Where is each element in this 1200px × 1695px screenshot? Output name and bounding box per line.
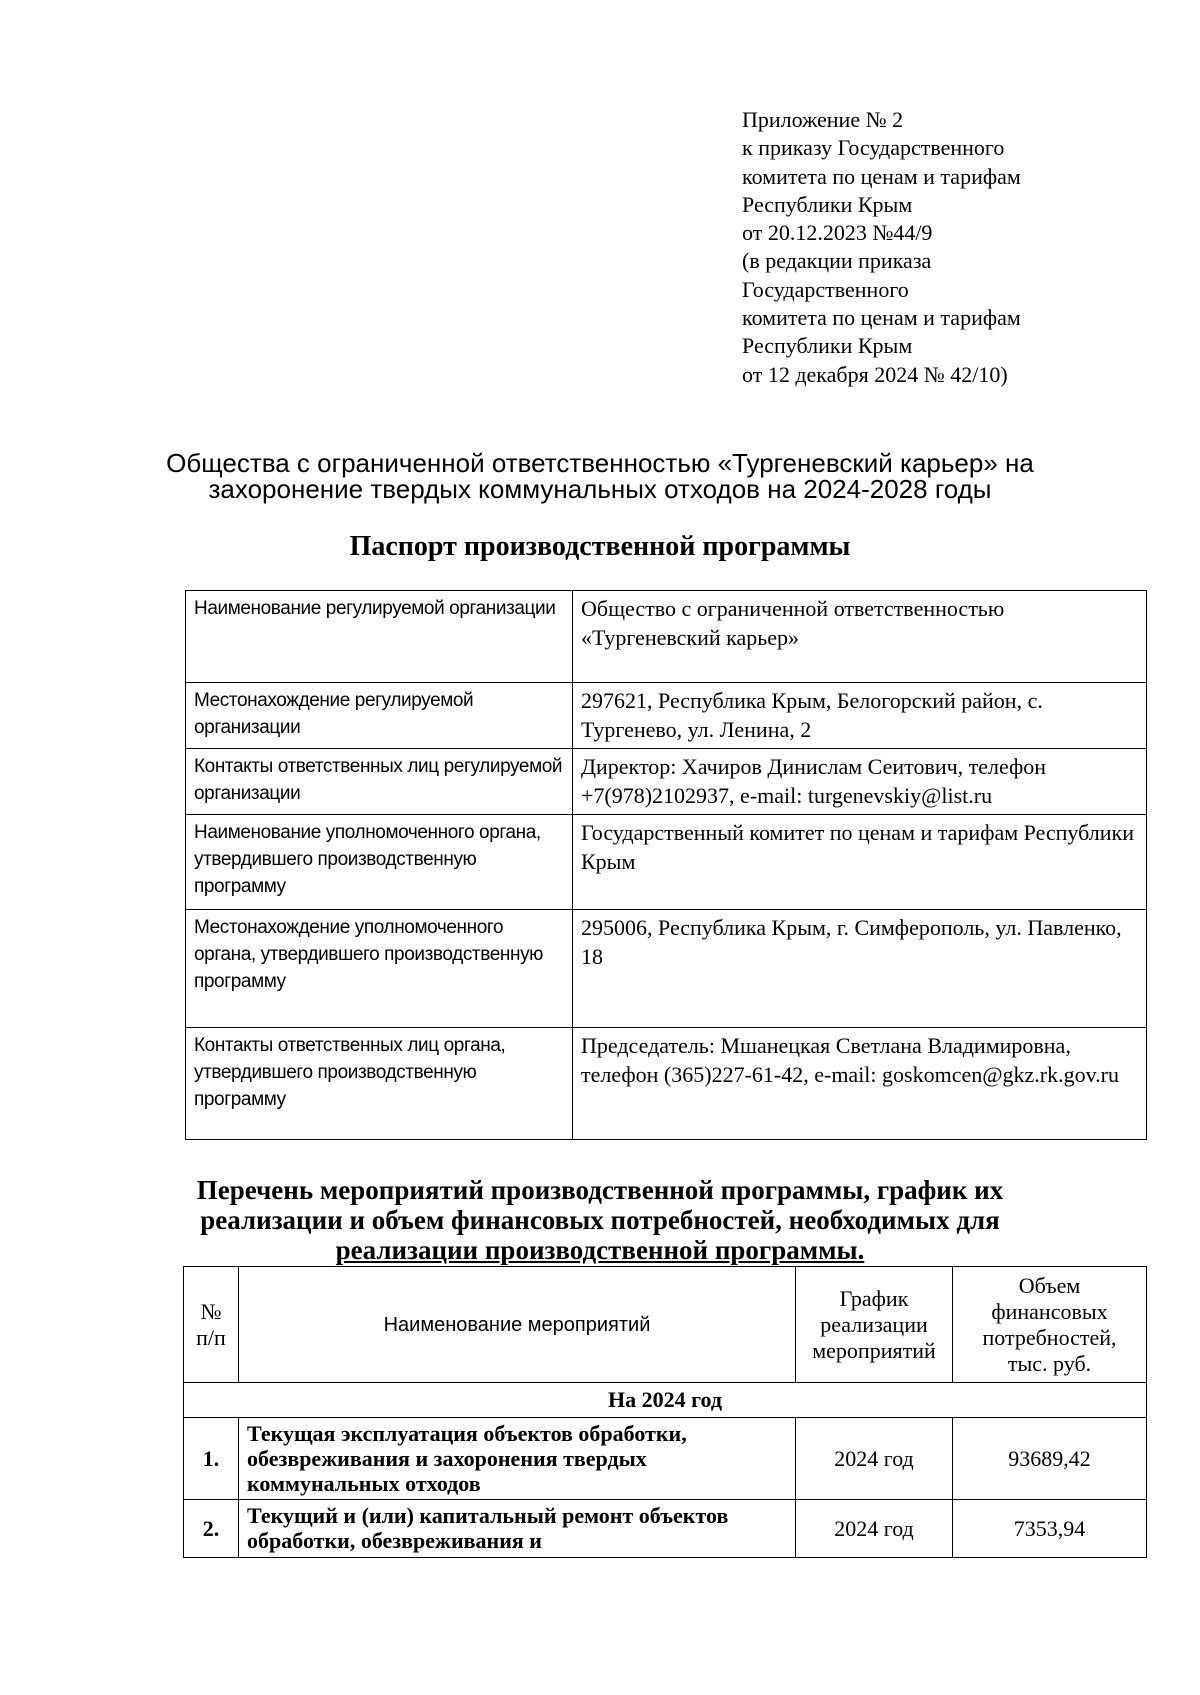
column-header-schedule: График реализации мероприятий	[796, 1267, 953, 1383]
passport-label: Контакты ответственных лиц регулируемой организации	[186, 749, 573, 815]
appendix-line: Государственного	[742, 276, 909, 302]
passport-value: Государственный комитет по ценам и тарифам Республики Крым	[573, 815, 1147, 910]
appendix-line: комитета по ценам и тарифам	[742, 305, 1021, 331]
passport-label: Контакты ответственных лиц органа, утвердившего производственную программу	[186, 1028, 573, 1140]
passport-value: 297621, Республика Крым, Белогорский район, с. Тургенево, ул. Ленина, 2	[573, 683, 1147, 749]
year-label: На 2024 год	[184, 1383, 1147, 1418]
organization-title-line: захоронение твердых коммунальных отходов на 2024-2028 годы	[208, 474, 992, 504]
event-name: Текущий и (или) капитальный ремонт объектов обработки, обезвреживания и	[239, 1500, 796, 1558]
appendix-line: комитета по ценам и тарифам	[742, 163, 1021, 189]
table-row	[186, 910, 1147, 1028]
appendix-line: от 12 декабря 2024 № 42/10)	[742, 361, 1008, 387]
table-row	[186, 749, 1147, 815]
appendix-line: Приложение № 2	[742, 107, 904, 132]
appendix-line: к приказу Государственного	[742, 135, 1005, 161]
appendix-line: Республики Крым	[742, 191, 913, 217]
table-row	[184, 1418, 1147, 1500]
organization-title-line: Общества с ограниченной ответственностью «Тургеневский карьер» на	[166, 448, 1034, 478]
events-heading-line: реализации производственной программы.	[335, 1235, 865, 1265]
passport-value: Председатель: Мшанецкая Светлана Владимировна, телефон (365)227-61-42, e-mail: goskomcen@gkz.rk.gov.ru	[573, 1028, 1147, 1140]
events-table	[183, 1266, 1147, 1558]
passport-value: 295006, Республика Крым, г. Симферополь, ул. Павленко, 18	[573, 910, 1147, 1028]
event-number: 2.	[184, 1500, 239, 1558]
table-row	[186, 815, 1147, 910]
column-header-name: Наименование мероприятий	[239, 1267, 796, 1383]
passport-value: Директор: Хачиров Динислам Сеитович, телефон +7(978)2102937, e-mail: turgenevskiy@list.ru	[573, 749, 1147, 815]
passport-heading: Паспорт производственной программы	[349, 531, 851, 562]
table-row	[186, 683, 1147, 749]
event-number: 1.	[184, 1418, 239, 1500]
event-amount: 93689,42	[953, 1418, 1147, 1500]
passport-label: Наименование регулируемой организации	[186, 591, 573, 683]
column-header-num: № п/п	[184, 1267, 239, 1383]
column-header-amount: Объем финансовых потребностей, тыс. руб.	[953, 1267, 1147, 1383]
organization-title	[160, 450, 1040, 502]
passport-label: Местонахождение уполномоченного органа, утвердившего производственную программу	[186, 910, 573, 1028]
events-heading-line: Перечень мероприятий производственной программы, график их	[196, 1175, 1004, 1205]
passport-label: Местонахождение регулируемой организации	[186, 683, 573, 749]
passport-value: Общество с ограниченной ответственностью «Тургеневский карьер»	[573, 591, 1147, 683]
appendix-block	[742, 106, 1162, 389]
events-heading-line: реализации и объем финансовых потребностей, необходимых для	[200, 1205, 1000, 1235]
event-amount: 7353,94	[953, 1500, 1147, 1558]
events-heading	[0, 1175, 1200, 1265]
year-row	[184, 1383, 1147, 1418]
event-schedule: 2024 год	[796, 1500, 953, 1558]
table-header-row	[184, 1267, 1147, 1383]
appendix-line: (в редакции приказа	[742, 248, 932, 274]
table-row	[184, 1500, 1147, 1558]
appendix-line: Республики Крым	[742, 333, 913, 359]
event-schedule: 2024 год	[796, 1418, 953, 1500]
table-row	[186, 591, 1147, 683]
event-name: Текущая эксплуатация объектов обработки, обезвреживания и захоронения твердых коммунальных отходов	[239, 1418, 796, 1500]
table-row	[186, 1028, 1147, 1140]
passport-table	[185, 590, 1147, 1140]
appendix-line: от 20.12.2023 №44/9	[742, 220, 933, 246]
passport-label: Наименование уполномоченного органа, утвердившего производственную программу	[186, 815, 573, 910]
